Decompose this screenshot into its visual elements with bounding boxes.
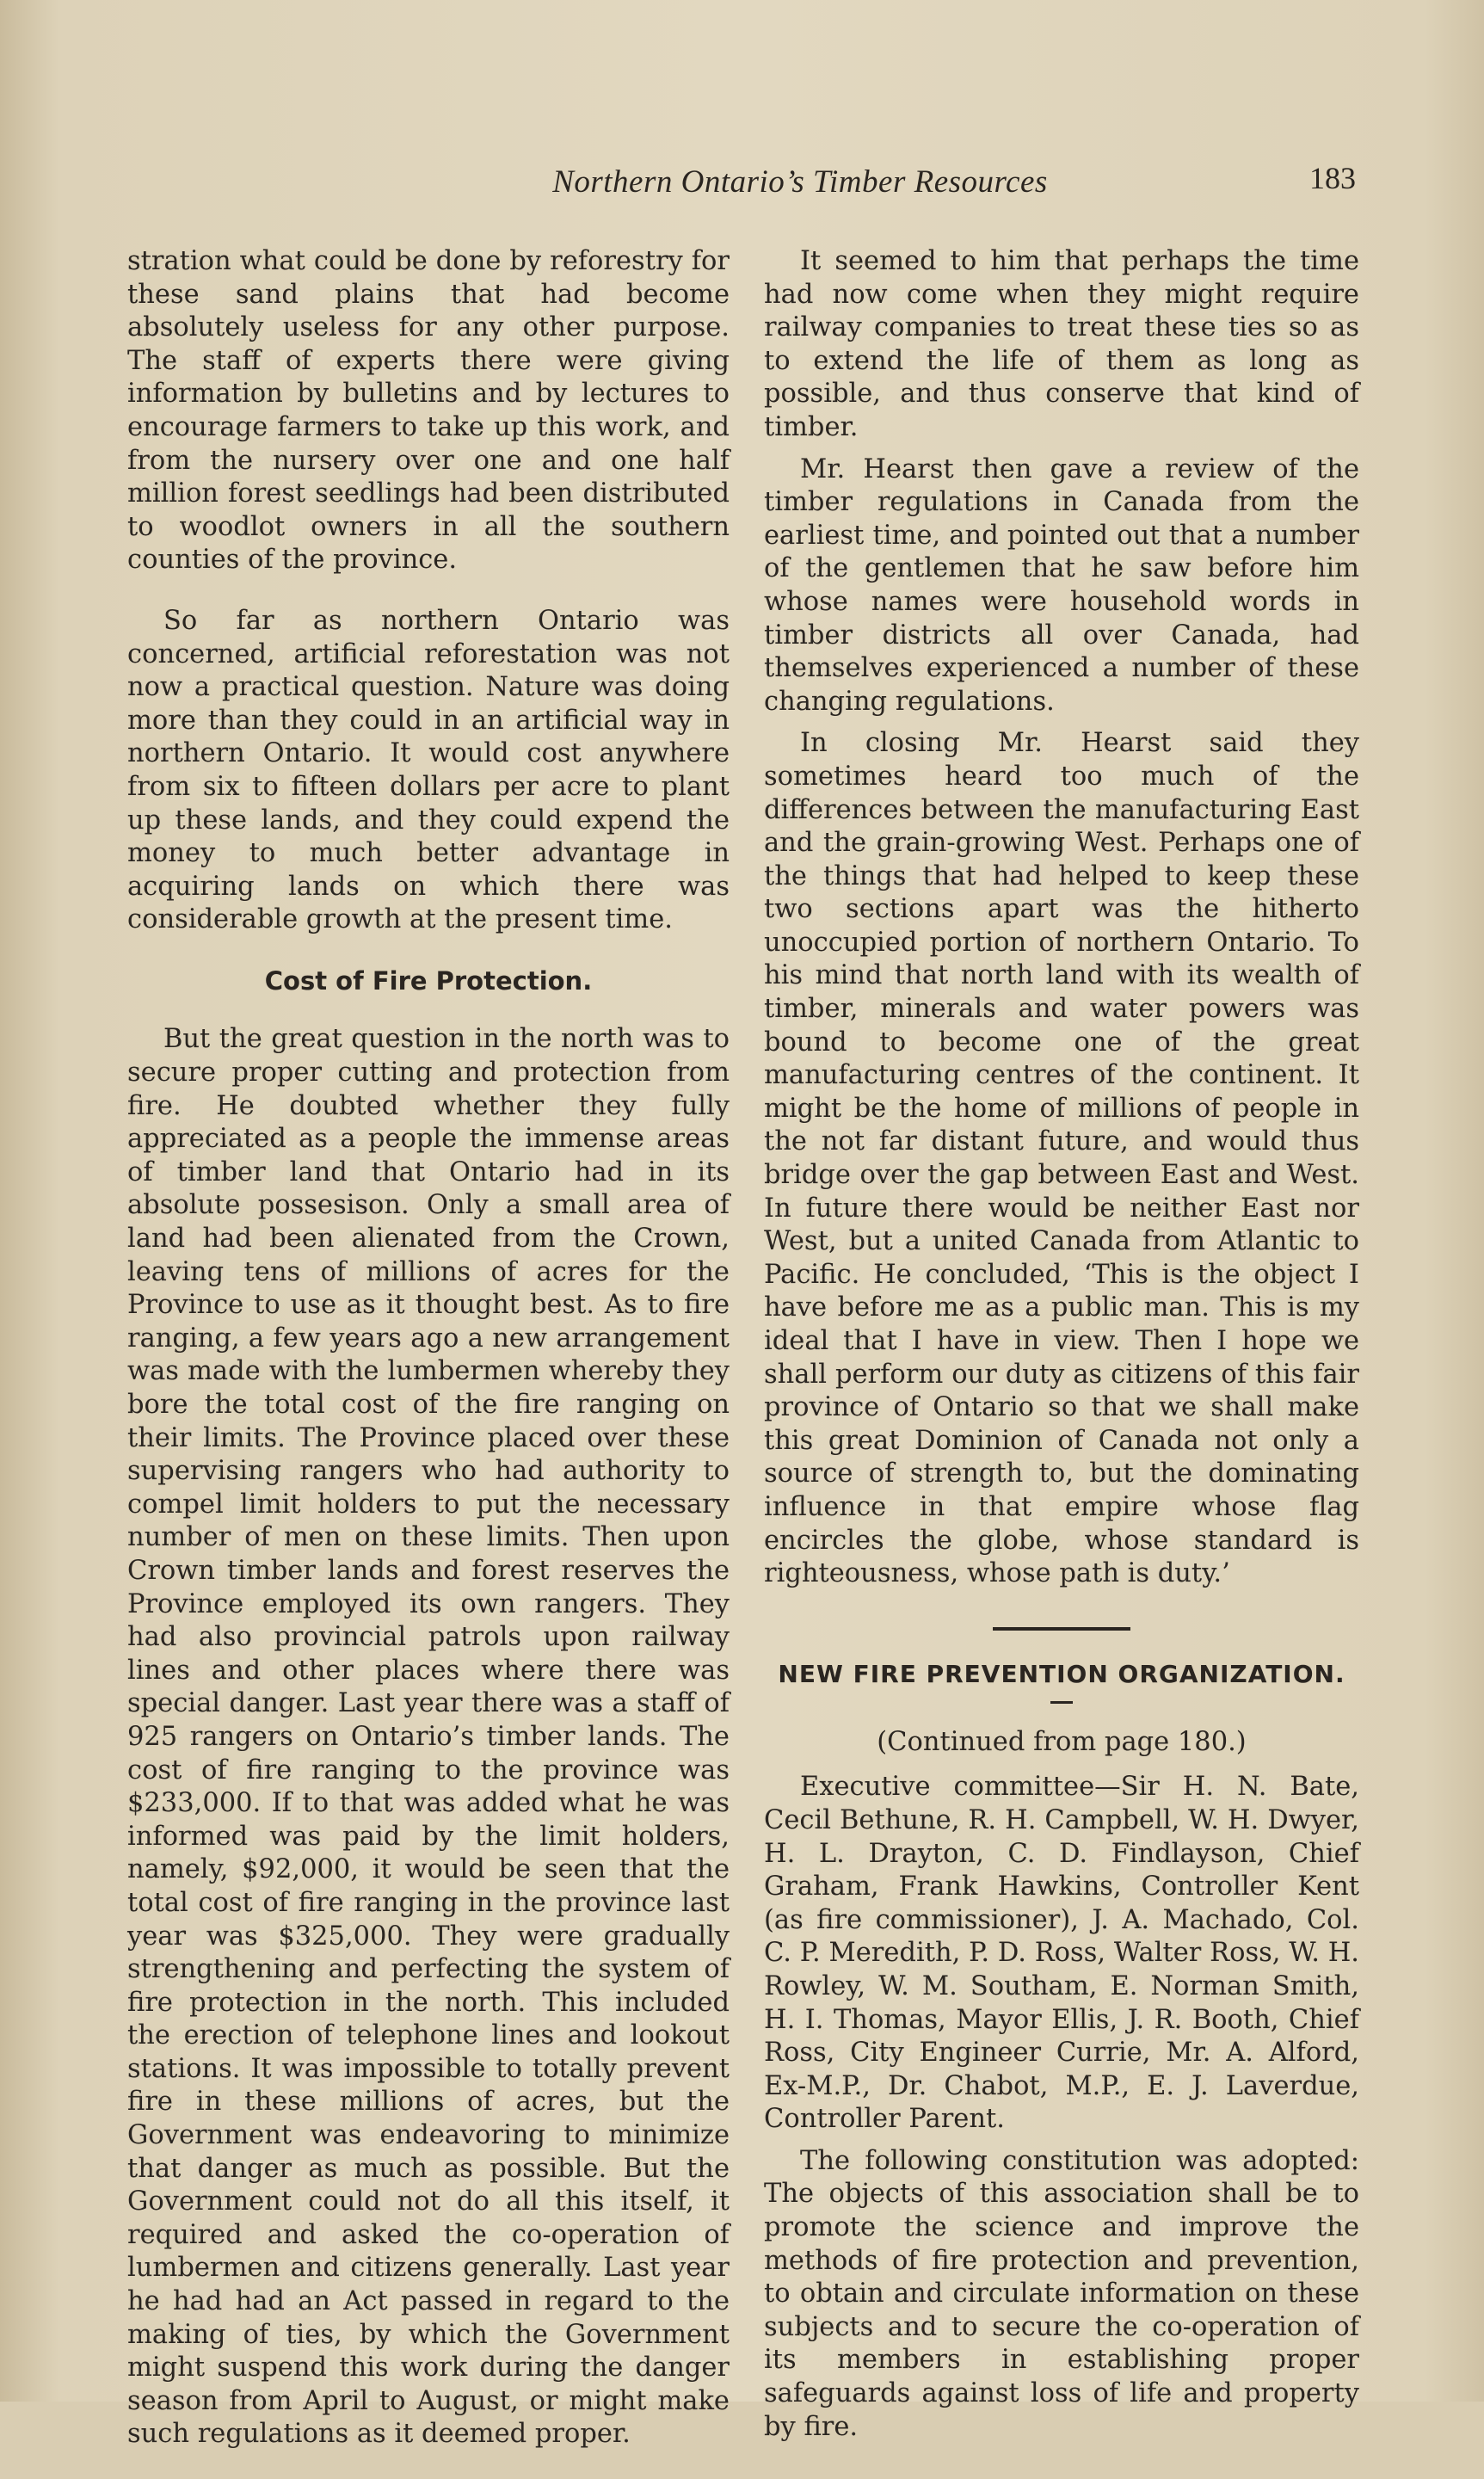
paragraph: So far as northern Ontario was concerned, artificial reforestation was not now a practical question. Nature was doing more than they could in an artificial way in northern Ontario. It would cost anywhere from six to fifteen dollars per acre to plant up these lands, and they could expend the money to much better advantage in acquiring lands on which there was considerable growth at the present time. [127,605,730,935]
paragraph: But the great question in the north was to secure proper cutting and protection from fire. He doubted whether they fully appreciated as a people the immense areas of timber land that Ontario had in its absolute possesison. Only a small area of land had been alienated from the Crown, leaving tens of millions of acres for the Province to use as it thought best. As to fire ranging, a few years ago a new arrangement was made with the lumbermen whereby they bore the total cost of the fire ranging on their limits. The Province placed over these supervising rangers who had authority to compel limit holders to put the necessary number of men on these limits. Then upon Crown timber lands and forest reserves the Province employed its own rangers. They had also provincial patrols upon railway lines and other places where there was special danger. Last year there was a staff of 925 rangers on Ontario’s timber lands. The cost of fire ranging to the province was $233,000. If to that was added what he was informed was paid by the limit holders, namely, $92,000, it would be seen that the total cost of fire ranging in the province last year was $325,000. They were gradually strengthening and perfecting the system of fire protection in the north. This included the erection of telephone lines and lookout stations. It was impossible to totally prevent fire in these millions of acres, but the Government was endeavoring to minimize that danger as much as possible. But the Government could not do all this itself, it required and asked the co-operation of lumbermen and citizens generally. Last year he had had an Act passed in regard to the making of ties, by which the Government might suspend this work during the danger season from April to August, or might make such regulations as it deemed proper. [127,1024,730,2450]
paragraph: It seemed to him that perhaps the time had now come when they might require railway companies to treat these ties so as to extend the life of them as long as possible, and thus conserve that kind of timber. [764,246,1359,442]
paragraph: Mr. Hearst then gave a review of the timber regulations in Canada from the earliest time, and pointed out that a number of the gentlemen that he saw before him whose names were household words in timber districts all over Canada, had themselves experienced a number of these changing regulations. [764,453,1359,717]
heading-dash [1050,1701,1073,1704]
right-column [764,245,1359,2452]
continued-note: (Continued from page 180.) [877,1726,1247,1757]
paragraph: In closing Mr. Hearst said they sometimes heard too much of the differences between the manufacturing East and the grain-growing West. Perhaps one of the things that had helped to keep these two sections apart was the hitherto unoccupied portion of northern Ontario. To his mind that north land with its wealth of timber, minerals and water powers was bound to become one of the great manufacturing centres of the continent. It might be the home of millions of people in the not far distant future, and would thus bridge over the gap between East and West. In future there would be neither East nor West, but a united Canada from Atlantic to Pacific. He concluded, ‘This is the object I have before me as a public man. This is my ideal that I have in view. Then I hope we shall perform our duty as citizens of this fair province of Ontario so that we shall make this great Dominion of Canada not only a source of strength to, but the dominating influence in that empire whose flag encircles the globe, whose standard is righteousness, whose path is duty.’ [764,728,1359,1589]
paragraph: Executive committee—Sir H. N. Bate, Cecil Bethune, R. H. Campbell, W. H. Dwyer, H. L. Drayton, C. D. Findlayson, Chief Graham, Frank Hawkins, Controller Kent (as fire commissioner), J. A. Machado, Col. C. P. Meredith, P. D. Ross, Walter Ross, W. H. Rowley, W. M. Southam, E. Norman Smith, H. I. Thomas, Mayor Ellis, J. R. Booth, Chief Ross, City Engineer Currie, Mr. A. Alford, Ex-M.P., Dr. Chabot, M.P., E. J. Laverdue, Controller Parent. [764,1772,1359,2135]
paragraph: The following constitution was adopted: The objects of this association shall be to promote the science and improve the methods of fire protection and prevention, to obtain and circulate information on these subjects and to secure the co-operation of its members in establishing proper safeguards against loss of life and property by fire. [764,2145,1359,2442]
article-heading: NEW FIRE PREVENTION ORGANIZATION. [778,1659,1345,1688]
section-heading: Cost of Fire Protection. [264,965,593,996]
paragraph: stration what could be done by reforestry for these sand plains that had become absolutely useless for any other purpose. The staff of experts there were giving information by bulletins and by lectures to encourage farmers to take up this work, and from the nursery over one and one half million forest seedlings had been distributed to woodlot owners in all the southern counties of the province. [127,246,730,576]
running-title: Northern Ontario’s Timber Resources [552,164,1048,200]
page-number: 183 [1309,161,1356,195]
left-column [127,245,730,2479]
section-divider [993,1627,1130,1631]
